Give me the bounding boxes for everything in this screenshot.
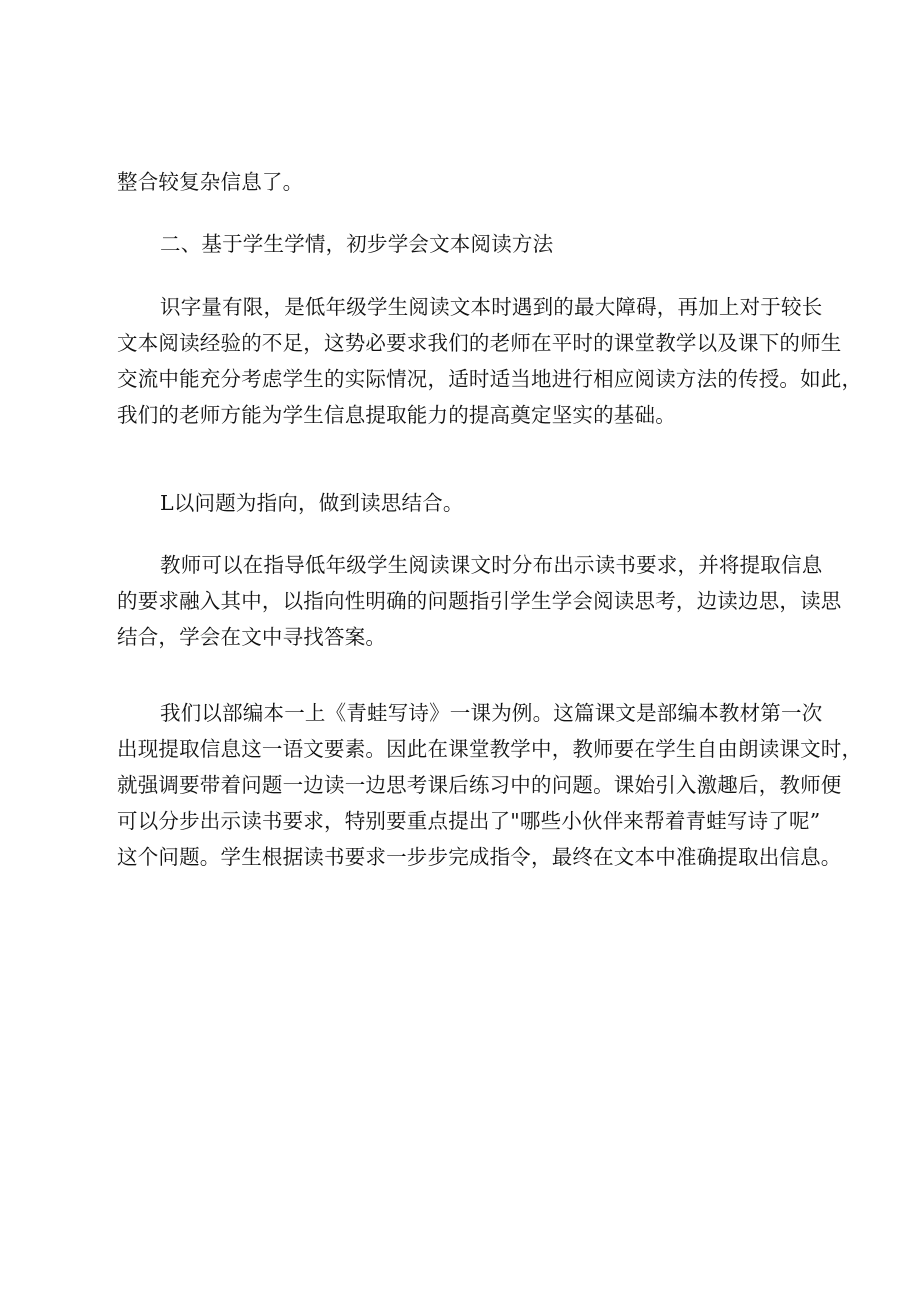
text-line: 这个问题。学生根据读书要求一步步完成指令，最终在文本中准确提取出信息。	[117, 845, 842, 869]
section-heading: 二、基于学生学情，初步学会文本阅读方法	[160, 232, 554, 256]
text-line: 的要求融入其中，以指向性明确的问题指引学生学会阅读思考，边读边思，读思	[117, 589, 842, 613]
text-line: 我们以部编本一上《青蛙写诗》一课为例。这篇课文是部编本教材第一次	[160, 701, 823, 725]
text-line: 整合较复杂信息了。	[117, 170, 304, 194]
text-line: 文本阅读经验的不足，这势必要求我们的老师在平时的课堂教学以及课下的师生	[117, 331, 842, 355]
text-line: 我们的老师方能为学生信息提取能力的提高奠定坚实的基础。	[117, 403, 676, 427]
text-line: 教师可以在指导低年级学生阅读课文时分布出示读书要求，并将提取信息	[160, 553, 823, 577]
text-line: 就强调要带着问题一边读一边思考课后练习中的问题。课始引入激趣后，教师便	[117, 773, 842, 797]
text-line: 结合，学会在文中寻找答案。	[117, 625, 387, 649]
text-line: 可以分步出示读书要求，特别要重点提出了"哪些小伙伴来帮着青蛙写诗了呢”	[117, 809, 821, 833]
text-line: 出现提取信息这一语文要素。因此在课堂教学中，教师要在学生自由朗读课文时，	[117, 737, 863, 761]
text-line: 交流中能充分考虑学生的实际情况，适时适当地进行相应阅读方法的传授。如此，	[117, 367, 863, 391]
text-line: 识字量有限，是低年级学生阅读文本时遇到的最大障碍，再加上对于较长	[160, 295, 823, 319]
subheading: L以问题为指向，做到读思结合。	[160, 491, 464, 515]
